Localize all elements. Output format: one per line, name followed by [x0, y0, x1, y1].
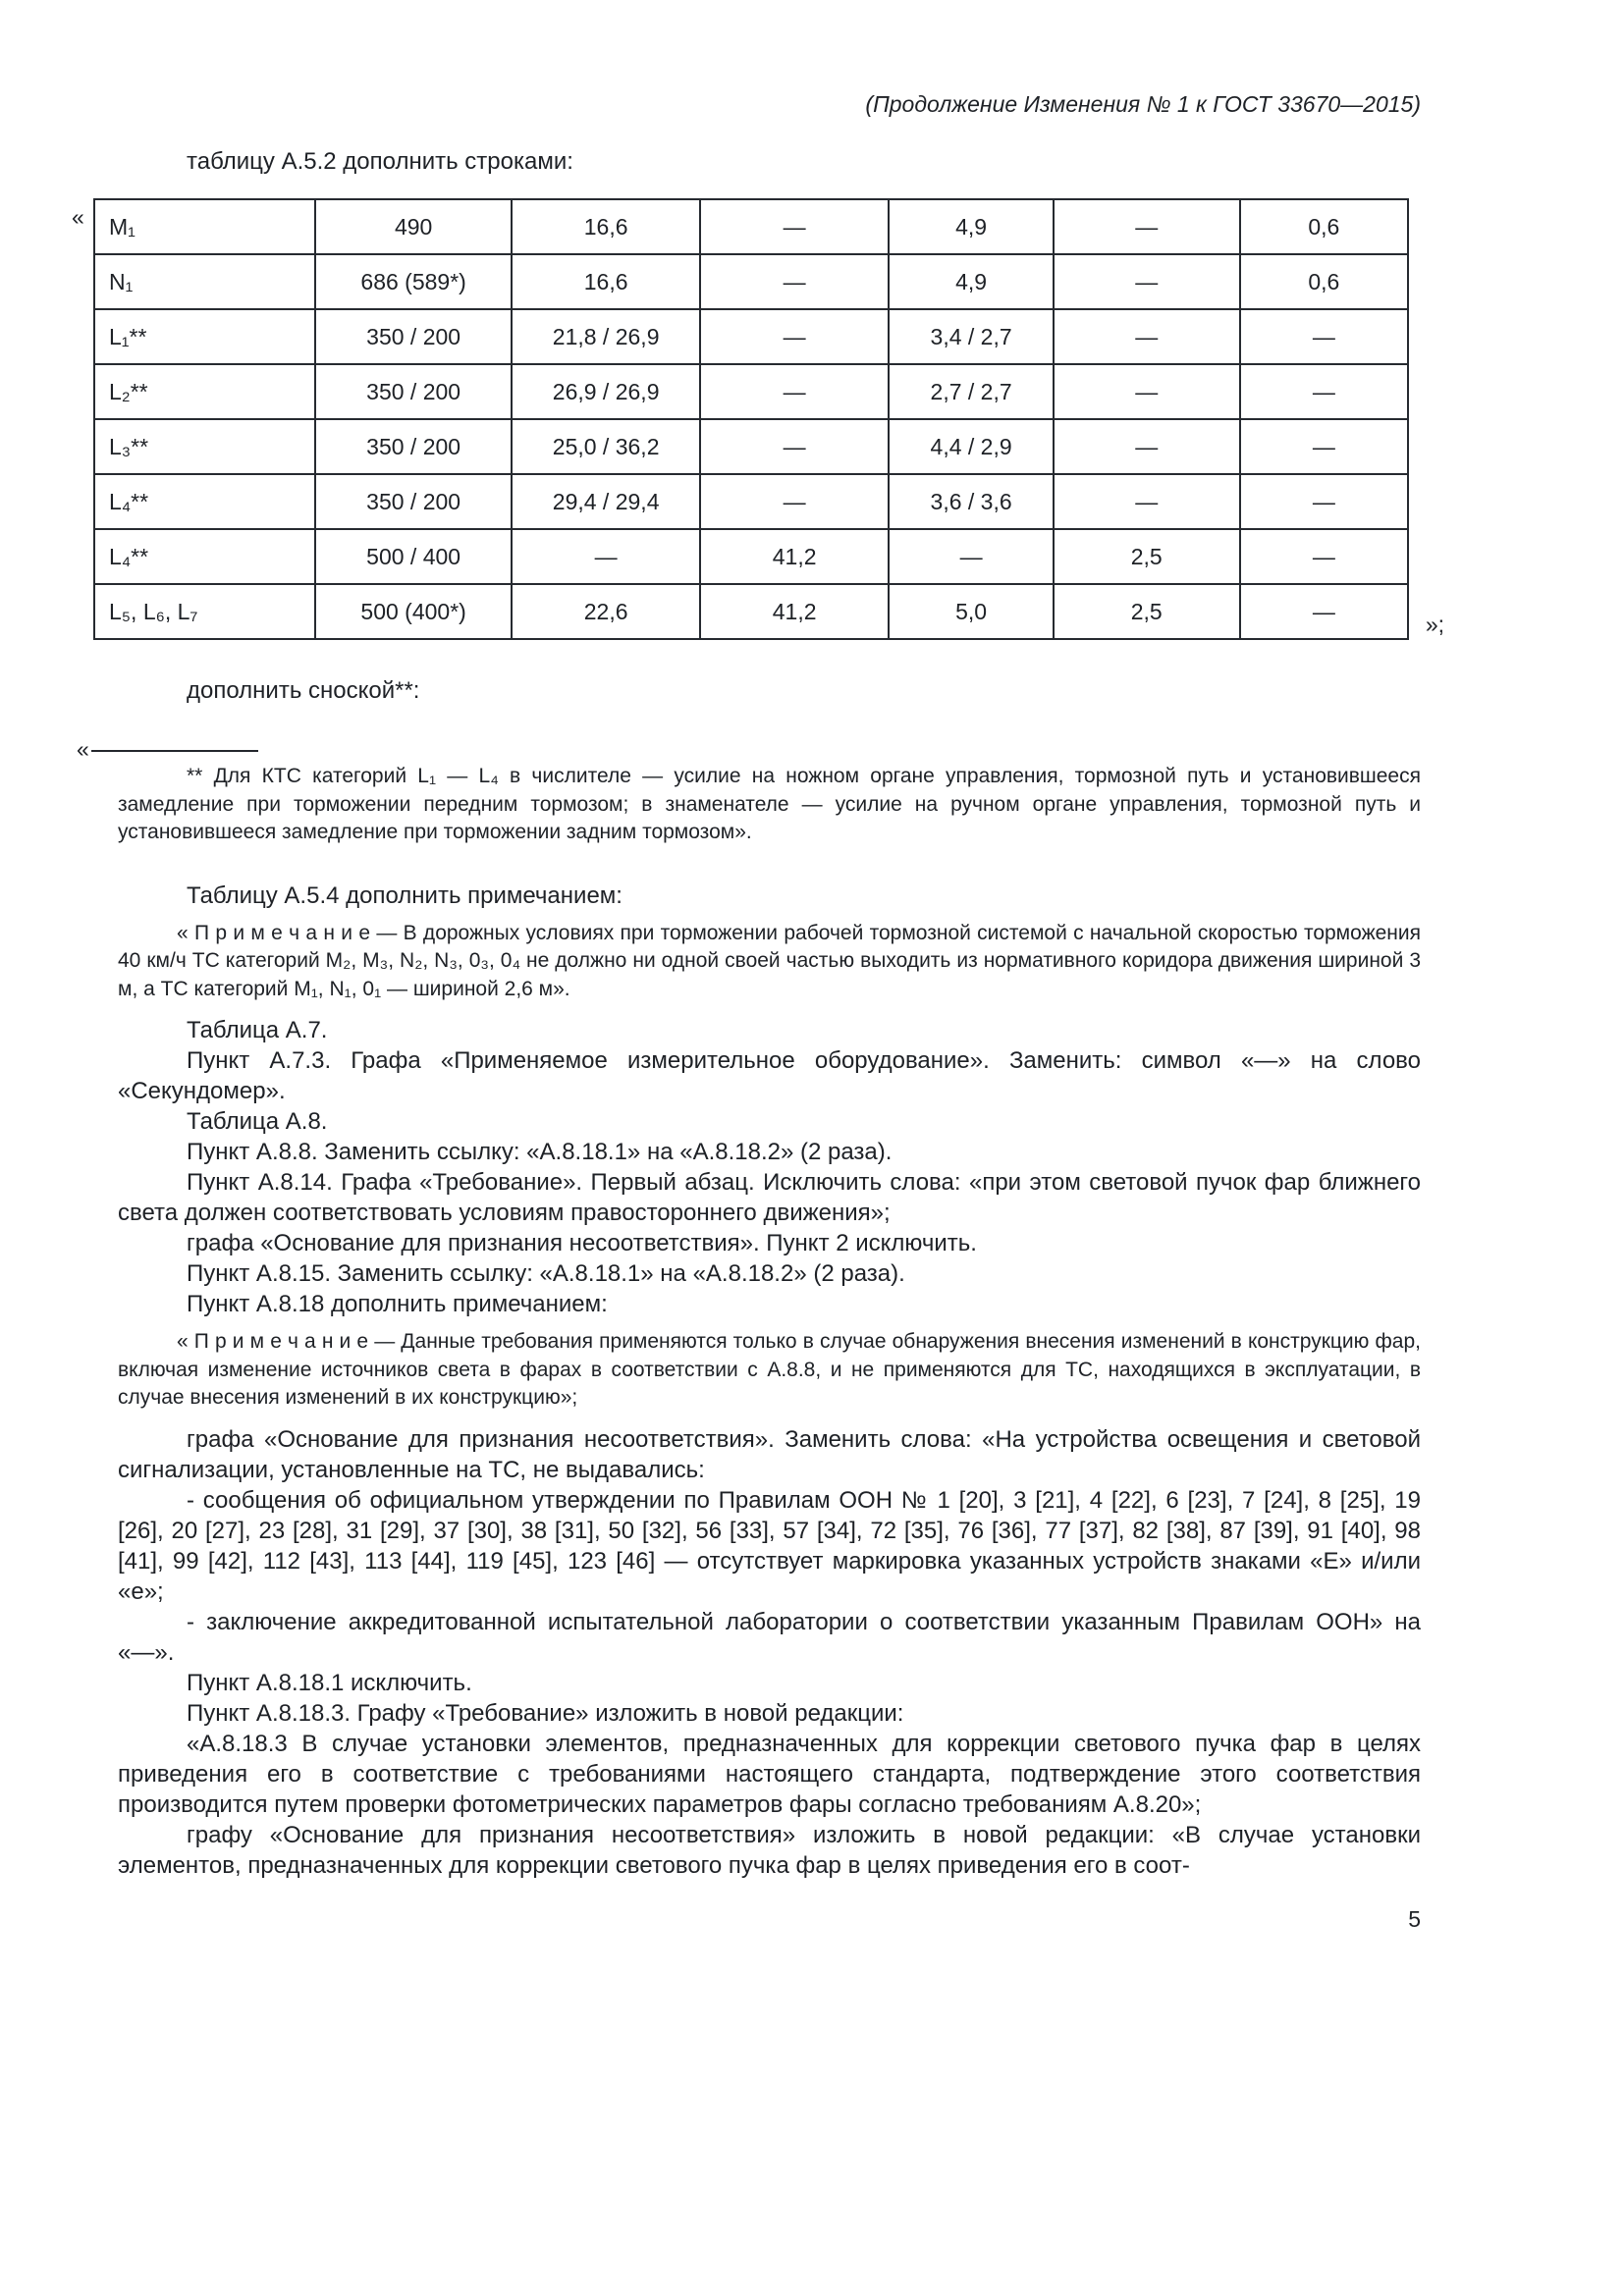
value-cell: —: [1054, 254, 1240, 309]
table-row: [94, 364, 1408, 419]
footnote-text: ** Для КТС категорий L₁ — L₄ в числителе — усилие на ножном органе управления, тормозной путь и установившееся замедление при торможении передним тормозом; в знаменателе — усилие на ручном органе управления, тормозной путь и установившееся замедление при торможении задним тормозом».: [118, 765, 1421, 843]
value-cell: —: [700, 474, 890, 529]
value-cell: —: [1054, 309, 1240, 364]
category-cell: L₃**: [94, 419, 315, 474]
value-cell: 26,9 / 26,9: [512, 364, 699, 419]
value-cell: —: [1240, 309, 1408, 364]
category-cell: L₁**: [94, 309, 315, 364]
amendment-table: [93, 198, 1409, 640]
value-cell: 3,6 / 3,6: [889, 474, 1053, 529]
value-cell: —: [1054, 419, 1240, 474]
page-number: 5: [1408, 1905, 1421, 1932]
value-cell: 350 / 200: [315, 309, 513, 364]
paragraph: Таблица А.8.: [187, 1108, 328, 1135]
value-cell: 490: [315, 199, 513, 254]
category-cell: N₁: [94, 254, 315, 309]
paragraph: Пункт А.8.18.1 исключить.: [187, 1669, 472, 1696]
footnote-open-quote: «: [77, 735, 89, 762]
value-cell: —: [700, 254, 890, 309]
value-cell: —: [1240, 364, 1408, 419]
table-row: [94, 584, 1408, 639]
intro-paragraph: таблицу А.5.2 дополнить строками:: [187, 148, 573, 175]
page-header: (Продолжение Изменения № 1 к ГОСТ 33670—2015): [865, 91, 1421, 117]
value-cell: 41,2: [700, 529, 890, 584]
value-cell: —: [700, 419, 890, 474]
value-cell: —: [889, 529, 1053, 584]
value-cell: —: [700, 364, 890, 419]
value-cell: 500 (400*): [315, 584, 513, 639]
value-cell: —: [1054, 199, 1240, 254]
value-cell: 350 / 200: [315, 364, 513, 419]
value-cell: —: [700, 309, 890, 364]
value-cell: 2,5: [1054, 529, 1240, 584]
value-cell: 4,9: [889, 199, 1053, 254]
table-row: [94, 474, 1408, 529]
paragraph: Пункт А.8.8. Заменить ссылку: «А.8.18.1» на «А.8.18.2» (2 раза).: [187, 1139, 893, 1165]
value-cell: 0,6: [1240, 254, 1408, 309]
value-cell: 21,8 / 26,9: [512, 309, 699, 364]
footnote-separator: [77, 737, 1421, 761]
paragraph: Пункт А.8.18 дополнить примечанием:: [187, 1291, 608, 1317]
value-cell: —: [1054, 474, 1240, 529]
value-cell: 4,4 / 2,9: [889, 419, 1053, 474]
category-cell: L₂**: [94, 364, 315, 419]
value-cell: 5,0: [889, 584, 1053, 639]
value-cell: 4,9: [889, 254, 1053, 309]
category-cell: L₅, L₆, L₇: [94, 584, 315, 639]
value-cell: —: [512, 529, 699, 584]
footnote-block: [77, 735, 1421, 847]
table-open-quote: «: [72, 204, 84, 230]
category-cell: M₁: [94, 199, 315, 254]
value-cell: 0,6: [1240, 199, 1408, 254]
value-cell: —: [1240, 584, 1408, 639]
table-row: [94, 199, 1408, 254]
value-cell: 2,5: [1054, 584, 1240, 639]
value-cell: 500 / 400: [315, 529, 513, 584]
paragraph: Таблица А.7.: [187, 1017, 328, 1043]
paragraph: Пункт А.7.3. Графа «Применяемое измерительное оборудование». Заменить: символ «—» на слово «Секундомер».: [118, 1047, 1421, 1104]
table-close-quote: »;: [1425, 612, 1444, 637]
category-cell: L₄**: [94, 474, 315, 529]
paragraph: Таблицу А.5.4 дополнить примечанием:: [187, 881, 623, 909]
value-cell: —: [1054, 364, 1240, 419]
paragraph: графа «Основание для признания несоответствия». Заменить слова: «На устройства освещения и световой сигнализации, установленные на ТС, не выдавались:: [118, 1425, 1421, 1483]
paragraph: графу «Основание для признания несоответствия» изложить в новой редакции: «В случае установки элементов, предназначенных для коррекции светового пучка фар в целях приведения его в соот-: [118, 1821, 1421, 1879]
paragraph: Пункт А.8.14. Графа «Требование». Первый абзац. Исключить слова: «при этом световой пучок фар ближнего света должен соответствовать условиям правостороннего движения»;: [118, 1169, 1421, 1226]
footnote-intro-paragraph: дополнить сноской**:: [187, 677, 420, 704]
category-cell: L₄**: [94, 529, 315, 584]
value-cell: —: [1240, 474, 1408, 529]
value-cell: 350 / 200: [315, 419, 513, 474]
footnote-rule: [91, 750, 258, 752]
value-cell: —: [1240, 529, 1408, 584]
value-cell: —: [700, 199, 890, 254]
paragraph: графа «Основание для признания несоответствия». Пункт 2 исключить.: [187, 1230, 977, 1256]
amendment-table-body: [94, 199, 1408, 639]
paragraph: Пункт А.8.18.3. Графу «Требование» изложить в новой редакции:: [187, 1699, 904, 1727]
value-cell: 16,6: [512, 254, 699, 309]
table-row: [94, 254, 1408, 309]
value-cell: 350 / 200: [315, 474, 513, 529]
value-cell: 2,7 / 2,7: [889, 364, 1053, 419]
paragraph: «А.8.18.3 В случае установки элементов, предназначенных для коррекции светового пучка фар в целях приведения его в соответствие с требованиями настоящего стандарта, подтверждение этого соответствия производится путем проверки фотометрических параметров фары согласно требованиям А.8.20»;: [118, 1730, 1421, 1818]
value-cell: 3,4 / 2,7: [889, 309, 1053, 364]
paragraphs-container: [118, 881, 1421, 1881]
paragraph: - заключение аккредитованной испытательной лаборатории о соответствии указанным Правилам ООН» на «—».: [118, 1608, 1421, 1666]
value-cell: 25,0 / 36,2: [512, 419, 699, 474]
paragraph: « П р и м е ч а н и е — В дорожных условиях при торможении рабочей тормозной системой с начальной скоростью торможения 40 км/ч ТС категорий M₂, M₃, N₂, N₃, 0₃, 0₄ не должно ни одной своей частью выходить из нормативного коридора движения шириной 3 м, а ТС категорий M₁, N₁, 0₁ — шириной 2,6 м».: [118, 921, 1421, 1000]
table-row: [94, 419, 1408, 474]
paragraph: - сообщения об официальном утверждении по Правилам ООН № 1 [20], 3 [21], 4 [22], 6 [23], 7 [24], 8 [25], 19 [26], 20 [27], 23 [28], 31 [29], 37 [30], 38 [31], 50 [32], 56 [33], 57 [34], 72 [35], 76 [36], 77 [37], 82 [38], 87 [39], 91 [40], 98 [41], 99 [42], 112 [43], 113 [44], 119 [45], 123 [46] — отсутствует маркировка указанных устройств знаками «Е» и/или «е»;: [118, 1486, 1421, 1605]
value-cell: 16,6: [512, 199, 699, 254]
table-row: [94, 309, 1408, 364]
table-row: [94, 529, 1408, 584]
value-cell: 41,2: [700, 584, 890, 639]
paragraph: « П р и м е ч а н и е — Данные требования применяются только в случае обнаружения внесения изменений в конструкцию фар, включая изменение источников света в фарах в соответствии с А.8.8, и не применяются для ТС, находящихся в эксплуатации, в случае внесения изменений в их конструкцию»;: [118, 1330, 1421, 1409]
value-cell: 22,6: [512, 584, 699, 639]
value-cell: 686 (589*): [315, 254, 513, 309]
paragraph: Пункт А.8.15. Заменить ссылку: «А.8.18.1» на «А.8.18.2» (2 раза).: [187, 1260, 905, 1287]
value-cell: —: [1240, 419, 1408, 474]
table-block: [72, 198, 1444, 640]
value-cell: 29,4 / 29,4: [512, 474, 699, 529]
